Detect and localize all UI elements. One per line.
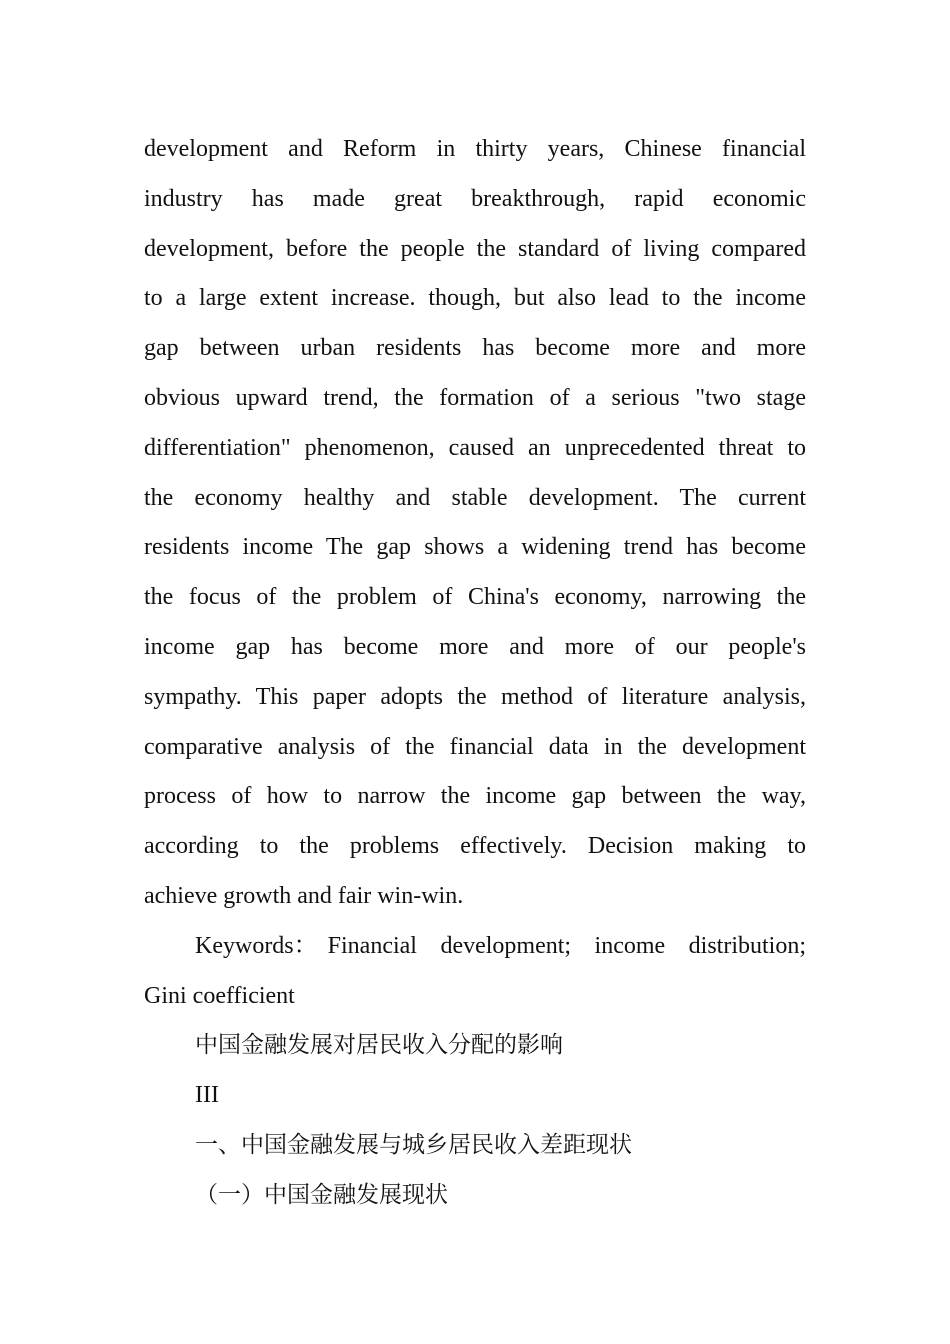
- abstract-line: development, before the people the standard of living compared: [144, 235, 806, 262]
- abstract-line: to a large extent increase. though, but also lead to the income: [144, 285, 806, 312]
- keywords-continuation: Gini coefficient: [144, 982, 295, 1009]
- page-body: [144, 125, 806, 1221]
- abstract-line: process of how to narrow the income gap between the way,: [144, 783, 806, 810]
- abstract-line: development and Reform in thirty years, Chinese financial: [144, 136, 806, 162]
- abstract-line: according to the problems effectively. Decision making to: [144, 833, 806, 860]
- abstract-line: differentiation" phenomenon, caused an unprecedented threat to: [144, 434, 806, 461]
- subsection-heading: （一）中国金融发展现状: [195, 1181, 448, 1208]
- page-marker: III: [195, 1082, 219, 1109]
- abstract-line: industry has made great breakthrough, rapid economic: [144, 185, 806, 212]
- section-heading: 一、中国金融发展与城乡居民收入差距现状: [195, 1131, 632, 1158]
- abstract-line: obvious upward trend, the formation of a serious "two stage: [144, 384, 806, 411]
- keywords-label: Keywords：: [195, 932, 318, 959]
- abstract-line: the focus of the problem of China's economy, narrowing the: [144, 584, 806, 611]
- chinese-title: 中国金融发展对居民收入分配的影响: [195, 1032, 563, 1059]
- keywords-line: [144, 922, 806, 972]
- abstract-line: the economy healthy and stable development. The current: [144, 484, 806, 511]
- abstract-line-last: achieve growth and fair win-win.: [144, 882, 464, 909]
- abstract-line: residents income The gap shows a widening trend has become: [144, 534, 806, 561]
- keywords-text: Financial development; income distribution;: [327, 932, 806, 959]
- abstract-line: sympathy. This paper adopts the method of literature analysis,: [144, 683, 806, 710]
- abstract-line: comparative analysis of the financial data in the development: [144, 733, 806, 760]
- abstract-line: gap between urban residents has become more and more: [144, 335, 806, 362]
- abstract-line: income gap has become more and more of our people's: [144, 633, 806, 660]
